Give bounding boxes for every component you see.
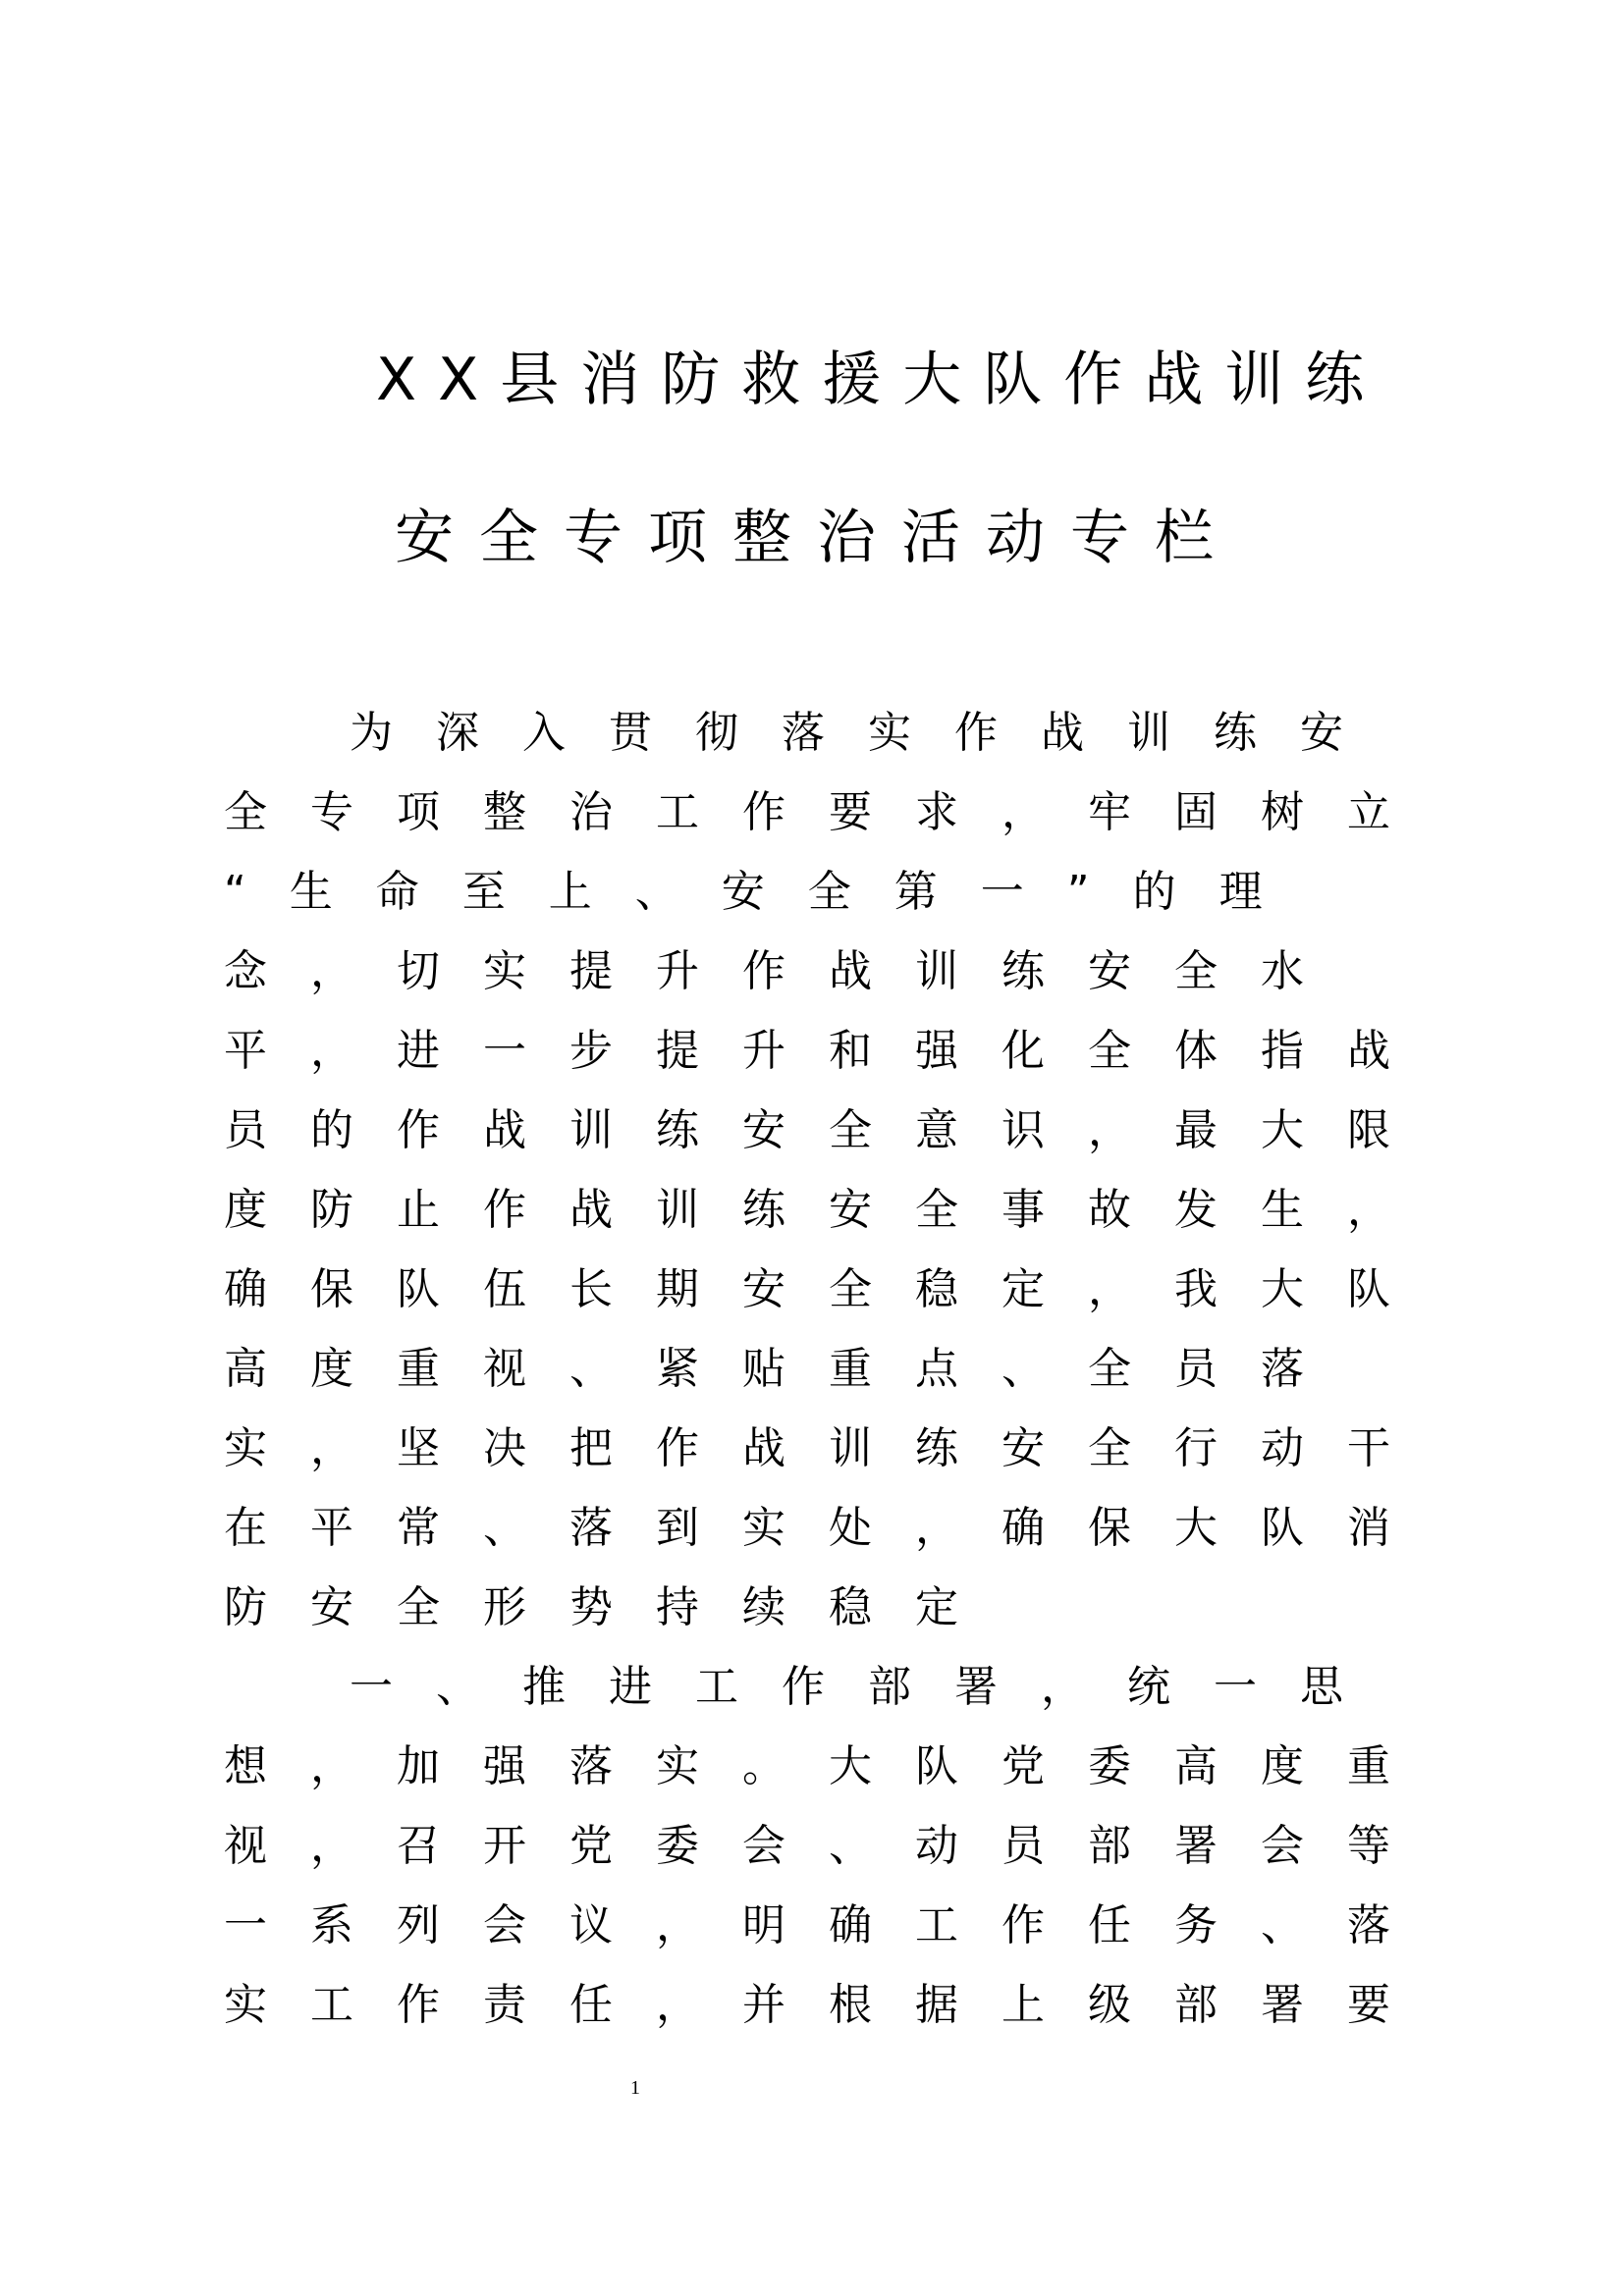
paragraph-line: 实工作责任，并根据上级部署要	[224, 1980, 1434, 2030]
paragraph-line: 确保队伍长期安全稳定，我大队	[224, 1264, 1434, 1314]
section-heading-line: 一、推进工作部署，统一思	[350, 1662, 1386, 1712]
document-body	[224, 693, 1434, 2045]
paragraph-line: 想，加强落实。大队党委高度重	[224, 1741, 1434, 1791]
paragraph-line: 在平常、落到实处，确保大队消	[224, 1503, 1434, 1553]
document-title-line-1: XX县消防救援大队作战训练	[376, 346, 1386, 414]
paragraph-line: 为深入贯彻落实作战训练安	[350, 708, 1386, 758]
page-number: 1	[630, 2077, 640, 2099]
paragraph-line: 实，坚决把作战训练安全行动干	[224, 1423, 1434, 1473]
paragraph-line: 防安全形势持续稳定	[224, 1582, 1001, 1632]
paragraph-line: 视，召开党委会、动员部署会等	[224, 1821, 1434, 1871]
document-title-line-2: 安全专项整治活动专栏	[395, 504, 1239, 572]
paragraph-line: 高度重视、紧贴重点、全员落	[224, 1344, 1347, 1394]
paragraph-line: 平，进一步提升和强化全体指战	[224, 1026, 1434, 1076]
paragraph-line: 念，切实提升作战训练安全水	[224, 946, 1347, 996]
paragraph-line: 一系列会议，明确工作任务、落	[224, 1900, 1434, 1950]
paragraph-line: “生命至上、安全第一”的理	[224, 867, 1306, 917]
paragraph-line: 度防止作战训练安全事故发生，	[224, 1185, 1434, 1235]
paragraph-line: 全专项整治工作要求，牢固树立	[224, 787, 1434, 837]
paragraph-line: 员的作战训练安全意识，最大限	[224, 1105, 1434, 1155]
